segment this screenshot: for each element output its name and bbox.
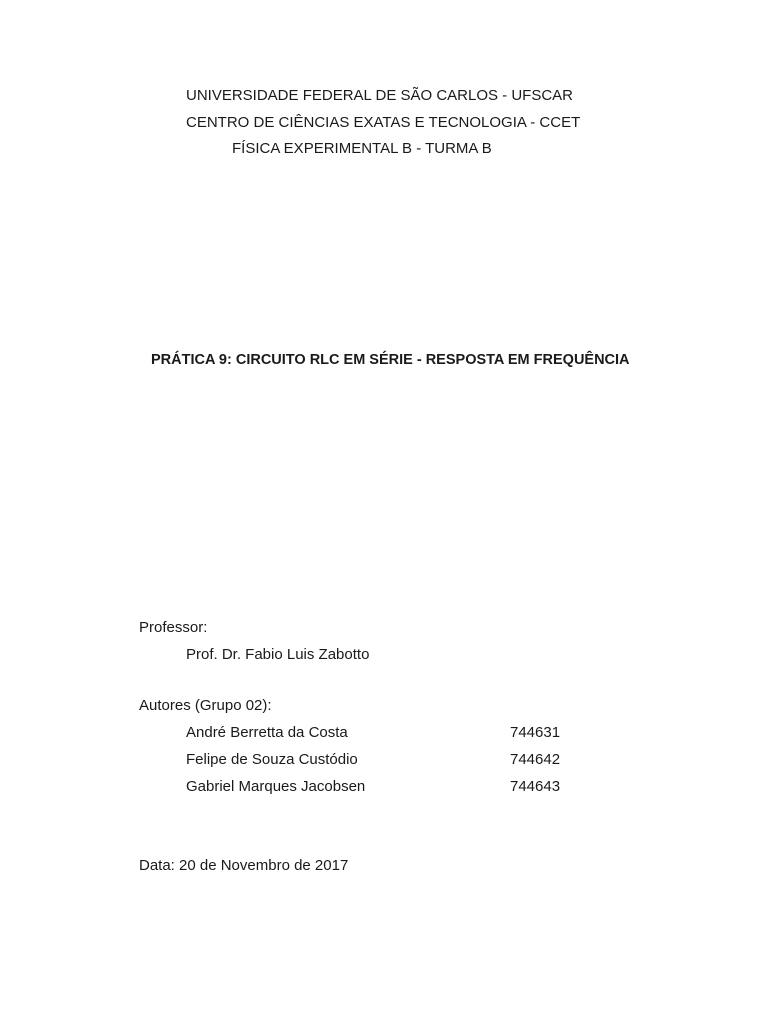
course-name: FÍSICA EXPERIMENTAL B - TURMA B <box>232 140 492 157</box>
report-date: Data: 20 de Novembro de 2017 <box>139 857 349 874</box>
center-name: CENTRO DE CIÊNCIAS EXATAS E TECNOLOGIA - CCET <box>186 114 581 131</box>
author-row <box>186 724 606 742</box>
university-name: UNIVERSIDADE FEDERAL DE SÃO CARLOS - UFSCAR <box>186 87 574 104</box>
author-row <box>186 751 606 769</box>
professor-label: Professor: <box>139 619 208 636</box>
professor-name: Prof. Dr. Fabio Luis Zabotto <box>186 646 370 663</box>
report-title: PRÁTICA 9: CIRCUITO RLC EM SÉRIE - RESPOSTA EM FREQUÊNCIA <box>151 352 630 368</box>
authors-label: Autores (Grupo 02): <box>139 697 272 714</box>
author-row <box>186 778 606 796</box>
author-name: Gabriel Marques Jacobsen <box>186 778 366 795</box>
author-id: 744642 <box>510 751 561 768</box>
author-name: André Berretta da Costa <box>186 724 348 741</box>
author-id: 744631 <box>510 724 561 741</box>
author-name: Felipe de Souza Custódio <box>186 751 358 768</box>
author-id: 744643 <box>510 778 561 795</box>
